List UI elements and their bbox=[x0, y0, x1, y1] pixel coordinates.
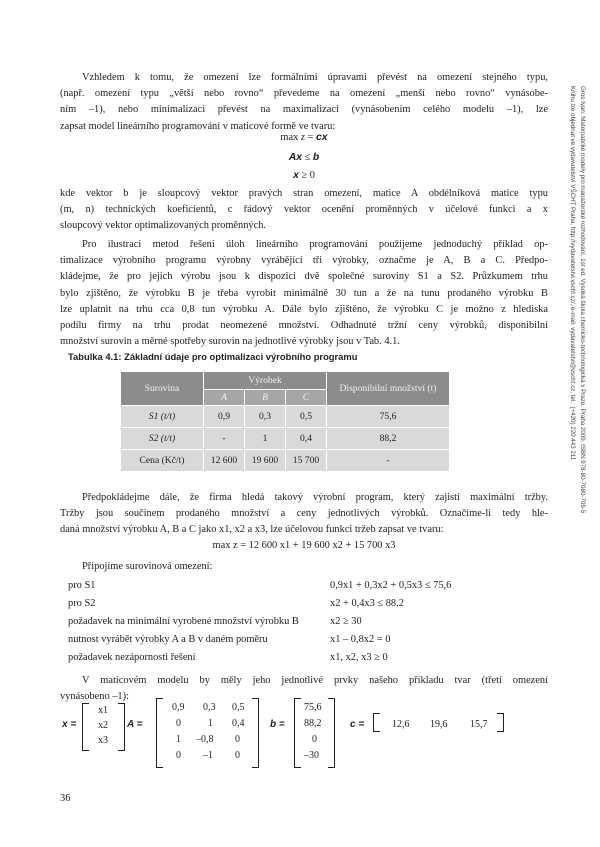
text-line: timalizace výrobního programu výrobny vyrábějící tři výrobky, označme je A, B a C. Předpo- bbox=[60, 255, 548, 267]
text-line: kde vektor b je sloupcový vektor pravých stran omezení, matice A obdélníková matice typu bbox=[60, 188, 548, 199]
header-vyrobek: Výrobek bbox=[204, 372, 327, 390]
x-3: x3 bbox=[98, 735, 108, 746]
text-line: V maticovém modelu by měly jeho jednotlivé prvky našeho příkladu tvar (třetí omezení bbox=[82, 675, 548, 686]
constraint-label: pro S1 bbox=[68, 580, 96, 591]
model-constraint: Ax ≤ b bbox=[288, 152, 320, 163]
side-citation: Gros Ivan: Matematické modely pro manažerské rozhodování, 1st ed. Vysoká škola chemicko-technologická v Praze, Praha 2009, ISBN 978-80-7080-709-5 bbox=[579, 86, 586, 514]
constraint-label: nutnost vyrábět výrobky A a B v daném poměru bbox=[68, 634, 268, 645]
table-cell: 0,3 bbox=[245, 406, 286, 428]
table-cell: 88,2 bbox=[327, 428, 450, 450]
side-order-info: Knihu lze objednat ve vydavatelství VŠCHT Praha, http://vydavatelstvi.vscht.cz/, e-mail: vydavatelstvi@vscht.cz, tel.: (+420) 220 443 211 bbox=[569, 86, 576, 461]
constraint-row bbox=[68, 616, 548, 632]
header-a: A bbox=[204, 390, 245, 406]
right-bracket bbox=[252, 698, 259, 768]
constraint-label: požadavek nezápornosti řešení bbox=[68, 652, 196, 663]
A-cell: 1 bbox=[208, 718, 213, 729]
c-cell: 15,7 bbox=[470, 719, 488, 730]
constraints-intro bbox=[60, 559, 548, 575]
text-line: ním –1), nebo minimalizaci převést na maximalizaci (vynásobením celého modelu –1), lze bbox=[60, 104, 548, 116]
model-nonnegativity: x ≥ 0 bbox=[293, 170, 315, 181]
text-line: kládejme, že pro jejich výrobu jsou k dispozici dvě společné suroviny S1 a S2. Průzkumem trhu bbox=[60, 271, 548, 283]
right-bracket bbox=[118, 703, 125, 751]
text-line: bylo zjištěno, že výrobku B je třeba vyrobit minimálně 30 tun a že na tunu prodaného výrobku B bbox=[60, 287, 548, 299]
table-cell: S2 (t/t) bbox=[121, 428, 204, 450]
A-cell: 0 bbox=[235, 734, 240, 745]
text-line: vynásobeno –1): bbox=[60, 691, 129, 703]
constraint-row bbox=[68, 652, 548, 668]
A-cell: 0,5 bbox=[232, 702, 245, 713]
data-table bbox=[120, 371, 450, 472]
text-line: (např. omezení typu „větší nebo rovno“ převedeme na omezení „menší nebo rovno“ vynásobe- bbox=[60, 88, 548, 100]
right-bracket bbox=[497, 713, 504, 732]
text-line: množství surovin a měrné spotřeby surovin na jednotlivé výrobky jsou v Tab. 4.1. bbox=[60, 336, 400, 348]
paragraph-intro bbox=[60, 70, 548, 135]
header-disponibilni: Disponibilní množství (t) bbox=[327, 372, 450, 406]
table-cell: 12 600 bbox=[204, 450, 245, 472]
c-label: c = bbox=[350, 719, 365, 730]
left-bracket bbox=[373, 713, 380, 732]
b-label: b = bbox=[270, 719, 285, 730]
text-line: sloupcový vektor optimalizovaných proměnných. bbox=[60, 220, 267, 232]
A-cell: –0,8 bbox=[196, 734, 214, 745]
left-bracket bbox=[294, 698, 301, 768]
text-line: Připojíme surovinová omezení: bbox=[82, 561, 213, 572]
c-cell: 12,6 bbox=[392, 719, 410, 730]
table-cell: 19 600 bbox=[245, 450, 286, 472]
text-line: lze uplatnit na trhu cca 0,8 tun výrobku A. Dále bylo zjištěno, že výrobku C je možno z hlediska bbox=[60, 303, 548, 315]
header-b: B bbox=[245, 390, 286, 406]
table-cell: - bbox=[204, 428, 245, 450]
b-cell: 0 bbox=[312, 734, 317, 745]
table-cell: 75,6 bbox=[327, 406, 450, 428]
paragraph-objective bbox=[60, 490, 548, 539]
table-row bbox=[121, 450, 450, 472]
model-objective: max z = cx bbox=[280, 132, 328, 143]
constraint-label: pro S2 bbox=[68, 598, 96, 609]
header-surovina: Surovina bbox=[121, 372, 204, 406]
constraint-row bbox=[68, 634, 548, 650]
table-cell: - bbox=[327, 450, 450, 472]
table-row bbox=[121, 406, 450, 428]
paragraph-matrix-intro bbox=[60, 673, 548, 705]
text-line: zapsat model lineárního programování v maticové formě ve tvaru: bbox=[60, 120, 336, 132]
A-cell: 0 bbox=[176, 750, 181, 761]
left-bracket bbox=[156, 698, 163, 768]
table-cell: S1 (t/t) bbox=[121, 406, 204, 428]
text-line: podílu firmy na trhu prodat neomezené množství. Odhadnuté tržní ceny výrobků, disponibilní bbox=[60, 320, 548, 332]
A-cell: 0,9 bbox=[172, 702, 185, 713]
table-cell: 15 700 bbox=[286, 450, 327, 472]
A-cell: 0 bbox=[176, 718, 181, 729]
constraint-row bbox=[68, 598, 548, 614]
text-line: daná množství výrobku A, B a C jako x1, x2 a x3, lze účelovou funkci tržeb zapsat ve tvaru: bbox=[60, 524, 444, 536]
left-bracket bbox=[82, 703, 89, 751]
constraint-expr: x1 – 0,8x2 = 0 bbox=[330, 634, 391, 645]
objective-function: max z = 12 600 x1 + 19 600 x2 + 15 700 x3 bbox=[212, 540, 396, 551]
table-cell: 0,4 bbox=[286, 428, 327, 450]
constraint-expr: 0,9x1 + 0,3x2 + 0,5x3 ≤ 75,6 bbox=[330, 580, 452, 591]
constraint-row bbox=[68, 580, 548, 596]
table-cell: 0,9 bbox=[204, 406, 245, 428]
text-line: Pro ilustraci metod řešení úloh lineárního programování použijeme jednoduchý příklad op- bbox=[82, 239, 548, 250]
A-cell: 0,3 bbox=[203, 702, 216, 713]
b-cell: –30 bbox=[304, 750, 319, 761]
constraint-expr: x2 + 0,4x3 ≤ 88.2 bbox=[330, 598, 404, 609]
header-c: C bbox=[286, 390, 327, 406]
table-row bbox=[121, 428, 450, 450]
A-cell: –1 bbox=[203, 750, 213, 761]
x-1: x1 bbox=[98, 705, 108, 716]
constraint-label: požadavek na minimální vyrobené množství výrobku B bbox=[68, 616, 299, 627]
A-label: A = bbox=[127, 719, 143, 730]
right-bracket bbox=[328, 698, 335, 768]
b-cell: 88,2 bbox=[304, 718, 322, 729]
paragraph-definitions bbox=[60, 186, 548, 235]
text-line: Předpokládejme dále, že firma hledá takový výrobní program, který zajistí maximální tržby. bbox=[82, 492, 548, 503]
paragraph-example bbox=[60, 237, 548, 350]
table-cell: 0,5 bbox=[286, 406, 327, 428]
constraint-expr: x2 ≥ 30 bbox=[330, 616, 362, 627]
A-cell: 0,4 bbox=[232, 718, 245, 729]
c-cell: 19,6 bbox=[430, 719, 448, 730]
page-number: 36 bbox=[60, 793, 71, 804]
table-cell: 1 bbox=[245, 428, 286, 450]
text-line: Tržby jsou součinem prodaného množství a ceny jednotlivých výrobků. Označíme-li tedy hle- bbox=[60, 508, 548, 520]
b-cell: 75,6 bbox=[304, 702, 322, 713]
text-line: (m, n) technických koeficientů, c řádový vektor ocenění proměnných v účelové funkci a x bbox=[60, 204, 548, 216]
constraint-expr: x1, x2, x3 ≥ 0 bbox=[330, 652, 388, 663]
table-caption: Tabulka 4.1: Základní údaje pro optimalizaci výrobního programu bbox=[68, 351, 358, 362]
x-2: x2 bbox=[98, 720, 108, 731]
A-cell: 0 bbox=[235, 750, 240, 761]
table-cell: Cena (Kč/t) bbox=[121, 450, 204, 472]
x-label: x = bbox=[62, 719, 77, 730]
text-line: Vzhledem k tomu, že omezení lze formálními úpravami převést na omezení stejného typu, bbox=[82, 72, 548, 83]
A-cell: 1 bbox=[176, 734, 181, 745]
